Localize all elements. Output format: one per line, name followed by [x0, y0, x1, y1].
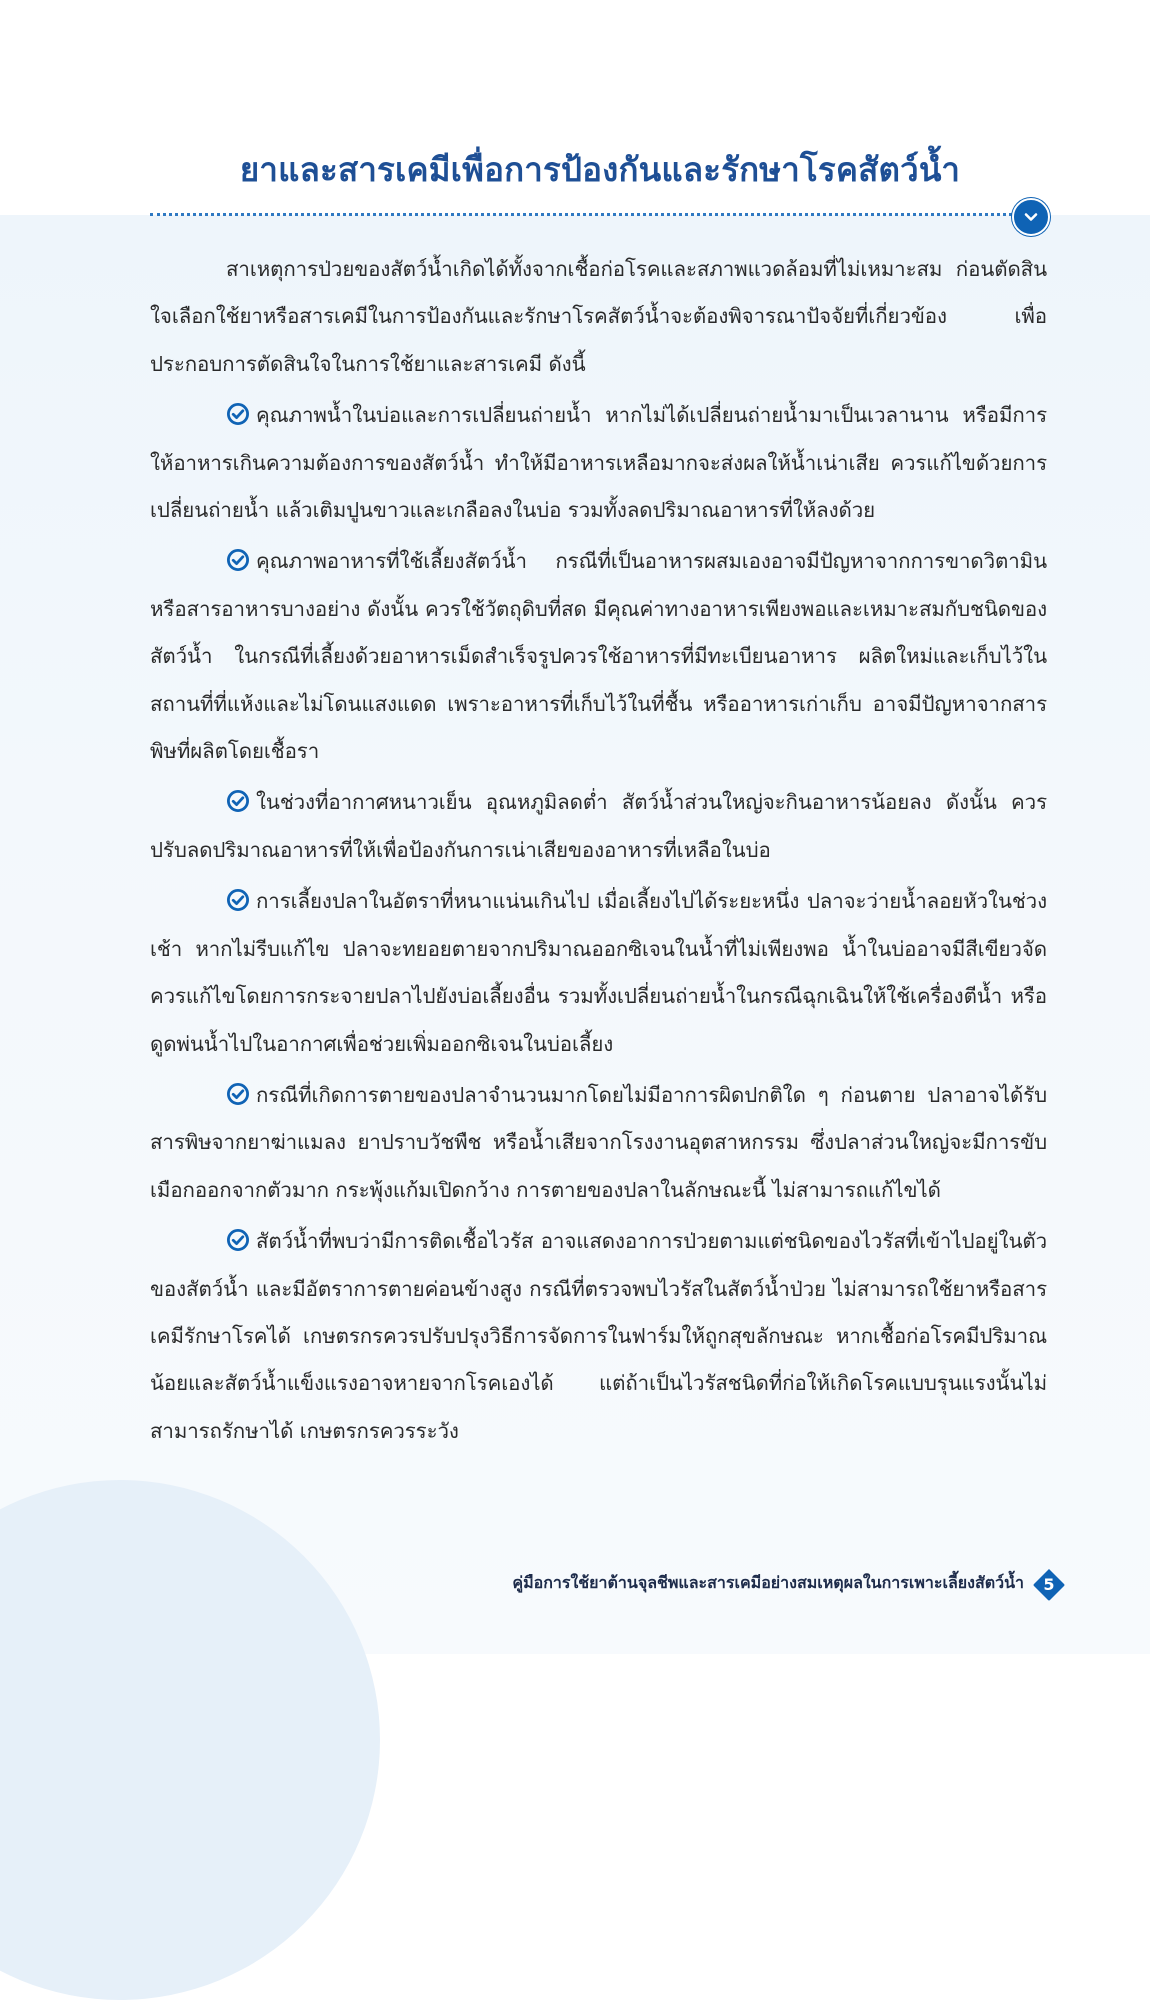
intro-paragraph: สาเหตุการป่วยของสัตว์น้ำเกิดได้ทั้งจากเชื้อก่อโรคและสภาพแวดล้อมที่ไม่เหมาะสม ก่อนตัดสินใจเลือกใช้ยาหรือสารเคมีในการป้องกันและรักษาโรคสัตว์น้ำจะต้องพิจารณาปัจจัยที่เกี่ยวข้อง เพื่อประกอบการตัดสินใจในการใช้ยาและสารเคมี ดังนี้ [150, 257, 1047, 376]
list-item-text: ในช่วงที่อากาศหนาวเย็น อุณหภูมิลดต่ำ สัตว์น้ำส่วนใหญ่จะกินอาหารน้อยลง ดังนั้น ควรปรับลดปริมาณอาหารที่ให้เพื่อป้องกันการเน่าเสียของอาหารที่เหลือในบ่อ [150, 790, 1047, 862]
check-circle-icon [226, 789, 250, 813]
check-circle-icon [226, 888, 250, 912]
list-item [150, 878, 1047, 1068]
list-item-text: การเลี้ยงปลาในอัตราที่หนาแน่นเกินไป เมื่อเลี้ยงไปได้ระยะหนึ่ง ปลาจะว่ายน้ำลอยหัวในช่วงเช้า หากไม่รีบแก้ไข ปลาจะทยอยตายจากปริมาณออกซิเจนในน้ำที่ไม่เพียงพอ น้ำในบ่ออาจมีสีเขียวจัด ควรแก้ไขโดยการกระจายปลาไปยังบ่อเลี้ยงอื่น รวมทั้งเปลี่ยนถ่ายน้ำในกรณีฉุกเฉินให้ใช้เครื่องตีน้ำ หรือดูดพ่นน้ำไปในอากาศเพื่อช่วยเพิ่มออกซิเจนในบ่อเลี้ยง [150, 889, 1047, 1056]
list-item [150, 392, 1047, 534]
list-item [150, 779, 1047, 874]
check-circle-icon [226, 1082, 250, 1106]
title-dotted-divider [150, 213, 1012, 216]
list-item-text: สัตว์น้ำที่พบว่ามีการติดเชื้อไวรัส อาจแสดงอาการป่วยตามแต่ชนิดของไวรัสที่เข้าไปอยู่ในตัวของสัตว์น้ำ และมีอัตราการตายค่อนข้างสูง กรณีที่ตรวจพบไวรัสในสัตว์น้ำป่วย ไม่สามารถใช้ยาหรือสารเคมีรักษาโรคได้ เกษตรกรควรปรับปรุงวิธีการจัดการในฟาร์มให้ถูกสุขลักษณะ หากเชื้อก่อโรคมีปริมาณน้อยและสัตว์น้ำแข็งแรงอาจหายจากโรคเองได้ แต่ถ้าเป็นไวรัสชนิดที่ก่อให้เกิดโรคแบบรุนแรงนั้นไม่สามารถรักษาได้ เกษตรกรควรระวัง [150, 1229, 1047, 1443]
page-number: 5 [1043, 1575, 1055, 1594]
check-circle-icon [226, 548, 250, 572]
check-circle-icon [226, 1228, 250, 1252]
running-footer-title: คู่มือการใช้ยาต้านจุลชีพและสารเคมีอย่างสมเหตุผลในการเพาะเลี้ยงสัตว์น้ำ [512, 1573, 1024, 1592]
check-circle-icon [226, 402, 250, 426]
list-item-text: กรณีที่เกิดการตายของปลาจำนวนมากโดยไม่มีอาการผิดปกติใด ๆ ก่อนตาย ปลาอาจได้รับสารพิษจากยาฆ่าแมลง ยาปราบวัชพืช หรือน้ำเสียจากโรงงานอุตสาหกรรม ซึ่งปลาส่วนใหญ่จะมีการขับเมือกออกจากตัวมาก กระพุ้งแก้มเปิดกว้าง การตายของปลาในลักษณะนี้ ไม่สามารถแก้ไขได้ [150, 1082, 1047, 1202]
list-item-text: คุณภาพน้ำในบ่อและการเปลี่ยนถ่ายน้ำ หากไม่ได้เปลี่ยนถ่ายน้ำมาเป็นเวลานาน หรือมีการให้อาหารเกินความต้องการของสัตว์น้ำ ทำให้มีอาหารเหลือมากจะส่งผลให้น้ำเน่าเสีย ควรแก้ไขด้วยการเปลี่ยนถ่ายน้ำ แล้วเติมปูนขาวและเกลือลงในบ่อ รวมทั้งลดปริมาณอาหารที่ให้ลงด้วย [150, 403, 1047, 523]
chevron-down-icon [1012, 198, 1050, 236]
list-item [150, 1218, 1047, 1455]
article-body [150, 246, 1047, 1459]
list-item [150, 538, 1047, 775]
list-item-text: คุณภาพอาหารที่ใช้เลี้ยงสัตว์น้ำ กรณีที่เป็นอาหารผสมเองอาจมีปัญหาจากการขาดวิตามินหรือสารอาหารบางอย่าง ดังนั้น ควรใช้วัตถุดิบที่สด มีคุณค่าทางอาหารเพียงพอและเหมาะสมกับชนิดของสัตว์น้ำ ในกรณีที่เลี้ยงด้วยอาหารเม็ดสำเร็จรูปควรใช้อาหารที่มีทะเบียนอาหาร ผลิตใหม่และเก็บไว้ในสถานที่ที่แห้งและไม่โดนแสงแดด เพราะอาหารที่เก็บไว้ในที่ชื้น หรืออาหารเก่าเก็บ อาจมีปัญหาจากสารพิษที่ผลิตโดยเชื้อรา [150, 549, 1047, 764]
page-title: ยาและสารเคมีเพื่อการป้องกันและรักษาโรคสัตว์น้ำ [239, 150, 961, 189]
list-item [150, 1072, 1047, 1214]
page-number-badge [1031, 1567, 1067, 1603]
